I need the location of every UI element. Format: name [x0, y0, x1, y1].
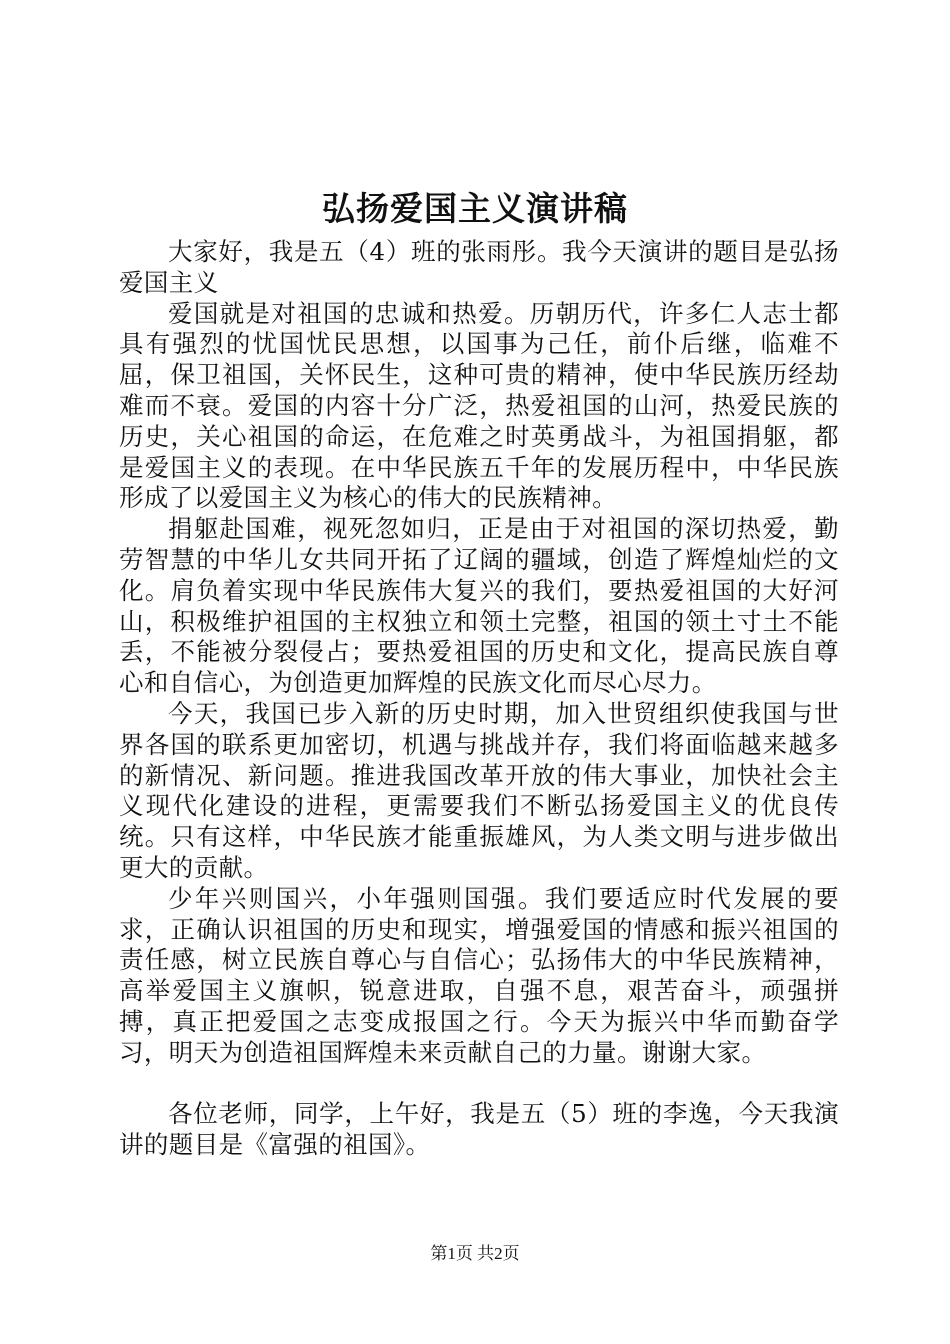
paragraph-new-era: 今天，我国已步入新的历史时期，加入世贸组织使我国与世界各国的联系更加密切，机遇与挑战并存，我们将面临越来越多的新情况、新问题。推进我国改革开放的伟大事业，加快社会主义现代化建设的进程，更需要我们不断弘扬爱国主义的优良传统。只有这样，中华民族才能重振雄风，为人类文明与进步做出更大的贡献。 [119, 698, 839, 882]
document-title: 弘扬爱国主义演讲稿 [322, 189, 628, 228]
paragraph-intro: 大家好，我是五（4）班的张雨彤。我今天演讲的题目是弘扬爱国主义 [119, 237, 839, 297]
paragraph-youth: 少年兴则国兴，小年强则国强。我们要适应时代发展的要求，正确认识祖国的历史和现实，增强爱国的情感和振兴祖国的责任感，树立民族自尊心与自信心；弘扬伟大的中华民族精神，高举爱国主义旗帜，锐意进取，自强不息，艰苦奋斗，顽强拼搏，真正把爱国之志变成报国之行。今天为振兴中华而勤奋学习，明天为创造祖国辉煌未来贡献自己的力量。谢谢大家。 [119, 883, 839, 1067]
page-number-footer: 第1页 共2页 [430, 1244, 520, 1263]
document-body [119, 237, 839, 1161]
paragraph-second-speech-intro: 各位老师，同学，上午好，我是五（5）班的李逸，今天我演讲的题目是《富强的祖国》。 [119, 1099, 839, 1160]
paragraph-spacer [119, 1069, 839, 1100]
paragraph-patriotism-definition: 爱国就是对祖国的忠诚和热爱。历朝历代，许多仁人志士都具有强烈的忧国忧民思想，以国事为己任，前仆后继，临难不屈，保卫祖国，关怀民生，这种可贵的精神，使中华民族历经劫难而不衰。爱国的内容十分广泛，热爱祖国的山河，热爱民族的历史，关心祖国的命运，在危难之时英勇战斗，为祖国捐躯，都是爱国主义的表现。在中华民族五千年的发展历程中，中华民族形成了以爱国主义为核心的伟大的民族精神。 [119, 298, 839, 513]
paragraph-heritage: 捐躯赴国难，视死忽如归，正是由于对祖国的深切热爱，勤劳智慧的中华儿女共同开拓了辽阔的疆域，创造了辉煌灿烂的文化。肩负着实现中华民族伟大复兴的我们，要热爱祖国的大好河山，积极维护祖国的主权独立和领土完整，祖国的领土寸土不能丢，不能被分裂侵占；要热爱祖国的历史和文化，提高民族自尊心和自信心，为创造更加辉煌的民族文化而尽心尽力。 [119, 514, 839, 698]
